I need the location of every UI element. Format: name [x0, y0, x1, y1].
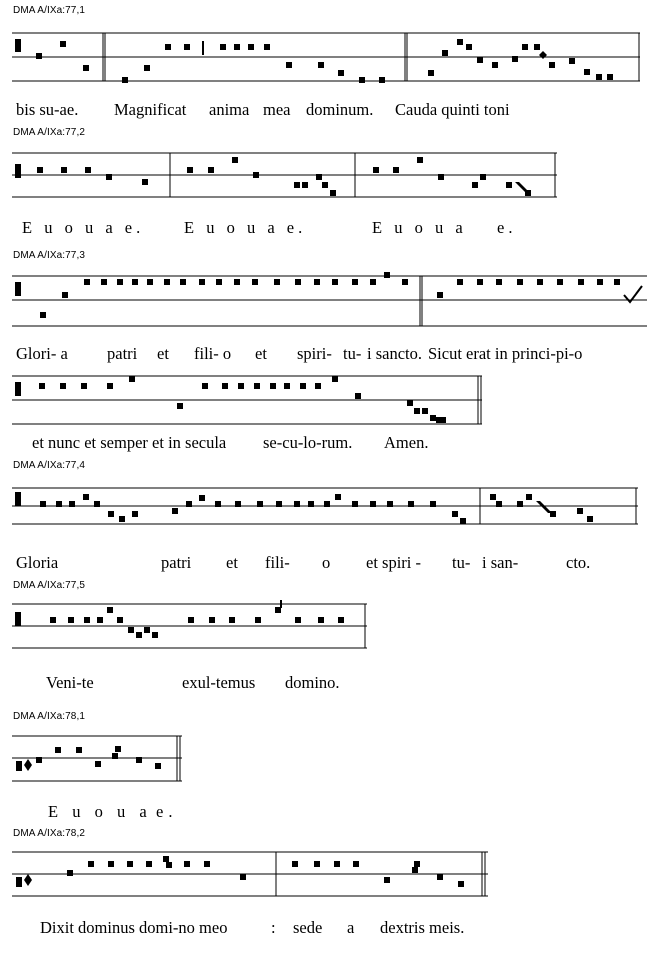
lyric-syllable: et nunc et semper et in secula	[32, 433, 227, 452]
music-staff	[12, 848, 492, 906]
lyrics-line	[0, 802, 669, 824]
lyrics-line	[0, 918, 669, 940]
lyric-syllable: exul-temus	[182, 673, 256, 692]
staff-notation	[12, 600, 372, 658]
lyrics-line	[0, 433, 669, 455]
lyric-syllable: Gloria	[16, 553, 59, 572]
example-label: DMA A/IXa:77,2	[13, 127, 85, 138]
example-label: DMA A/IXa:77,5	[13, 580, 85, 591]
neumes	[15, 600, 344, 638]
lyric-syllable: i san-	[482, 553, 519, 572]
lyric-syllable: Amen.	[384, 433, 429, 452]
staff-notation	[12, 484, 642, 534]
lyric-syllable: tu-	[452, 553, 471, 572]
lyric-syllable: patri	[161, 553, 192, 572]
lyric-syllable: e.	[156, 802, 178, 821]
neumes	[15, 272, 642, 318]
lyric-syllable: domino.	[285, 673, 340, 692]
lyric-syllable: et spiri -	[366, 553, 421, 572]
lyric-syllable: o	[322, 553, 331, 572]
music-staff	[12, 270, 652, 334]
lyric-syllable: Cauda quinti toni	[395, 100, 510, 119]
lyric-syllable: E u o u a e.	[184, 218, 307, 237]
lyric-syllable: fili-	[265, 553, 290, 572]
lyrics-line	[0, 553, 669, 575]
lyric-syllable: i sancto.	[367, 344, 422, 363]
staff-notation	[12, 848, 492, 906]
lyric-syllable: cto.	[566, 553, 591, 572]
lyrics-line	[0, 100, 669, 122]
lyric-syllable: et	[226, 553, 238, 572]
lyric-syllable: et	[255, 344, 267, 363]
music-staff	[12, 484, 642, 534]
music-staff	[12, 733, 187, 791]
example-label: DMA A/IXa:77,1	[13, 5, 85, 16]
lyrics-line	[0, 673, 669, 695]
example-label: DMA A/IXa:77,3	[13, 250, 85, 261]
music-staff	[12, 600, 372, 658]
staff-notation	[12, 373, 487, 435]
music-staff	[12, 150, 562, 208]
lyric-syllable: E u o u a	[48, 802, 152, 821]
lyric-syllable: anima	[209, 100, 250, 119]
lyrics-line	[0, 344, 669, 366]
lyric-syllable: dominum.	[306, 100, 374, 119]
neumes	[16, 856, 464, 887]
lyric-syllable: e.	[497, 218, 517, 237]
example-label: DMA A/IXa:77,4	[13, 460, 85, 471]
lyric-syllable: spiri-	[297, 344, 332, 363]
lyric-syllable: mea	[263, 100, 291, 119]
lyric-syllable: bis su-ae.	[16, 100, 79, 119]
lyric-syllable: Sicut erat in princi-pi-o	[428, 344, 583, 363]
lyric-syllable: sede	[293, 918, 323, 937]
lyric-syllable: se-cu-lo-rum.	[263, 433, 353, 452]
example-label: DMA A/IXa:78,2	[13, 828, 85, 839]
lyric-syllable: patri	[107, 344, 138, 363]
lyric-syllable: fili- o	[194, 344, 232, 363]
staff-notation	[12, 30, 642, 92]
lyric-syllable: dextris meis.	[380, 918, 465, 937]
lyric-syllable: E u o u a e.	[22, 218, 145, 237]
lyric-syllable: Veni-te	[46, 673, 94, 692]
music-staff	[12, 373, 487, 435]
lyric-syllable: et	[157, 344, 169, 363]
lyric-syllable: tu-	[343, 344, 362, 363]
lyric-syllable: a	[347, 918, 355, 937]
neumes	[15, 157, 531, 196]
staff-notation	[12, 150, 562, 208]
lyric-syllable: Glori- a	[16, 344, 68, 363]
lyric-syllable: E u o u a	[372, 218, 467, 237]
example-label: DMA A/IXa:78,1	[13, 711, 85, 722]
lyric-syllable: Magnificat	[114, 100, 187, 119]
staff-notation	[12, 733, 187, 791]
neumes	[15, 492, 593, 524]
music-staff	[12, 30, 642, 92]
lyric-syllable: Dixit dominus domi-no meo	[40, 918, 228, 937]
lyric-syllable: :	[271, 918, 276, 937]
staff-notation	[12, 270, 652, 334]
lyrics-line	[0, 218, 669, 240]
